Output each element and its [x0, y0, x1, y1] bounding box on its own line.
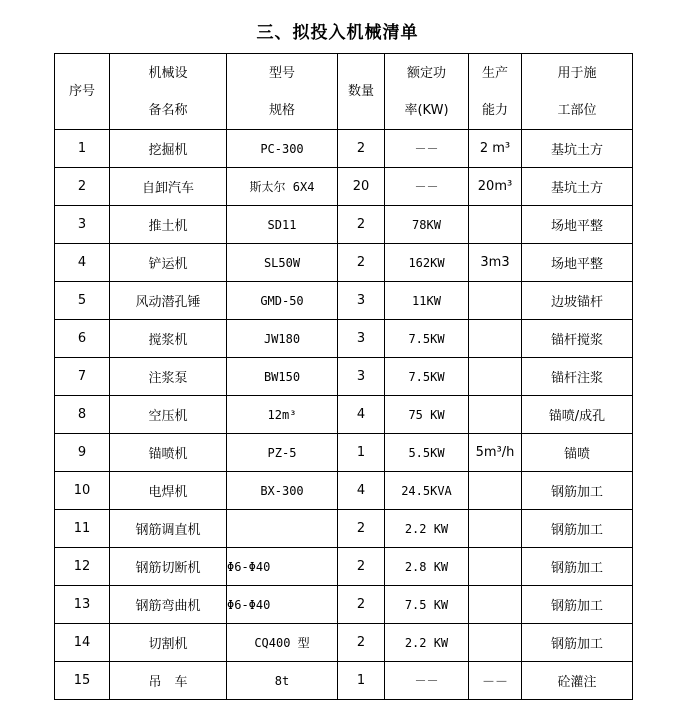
- cell-power: －－: [385, 662, 469, 700]
- table-row: [55, 396, 633, 434]
- cell-capacity: [469, 206, 522, 244]
- cell-power: 24.5KVA: [385, 472, 469, 510]
- table-row: [55, 130, 633, 168]
- cell-name: 锚喷机: [110, 434, 227, 472]
- header-cell-use: 用于施 工部位: [522, 54, 633, 130]
- cell-use: 锚杆注浆: [522, 358, 633, 396]
- machinery-table: [54, 53, 633, 700]
- cell-qty: 4: [338, 472, 385, 510]
- cell-model: CQ400 型: [227, 624, 338, 662]
- cell-no: 11: [55, 510, 110, 548]
- table-row: [55, 662, 633, 700]
- cell-power: 2.2 KW: [385, 624, 469, 662]
- cell-use: 钢筋加工: [522, 624, 633, 662]
- cell-name: 空压机: [110, 396, 227, 434]
- table-row: [55, 168, 633, 206]
- cell-capacity: 3m3: [469, 244, 522, 282]
- cell-capacity: [469, 282, 522, 320]
- cell-qty: 3: [338, 320, 385, 358]
- cell-use: 场地平整: [522, 206, 633, 244]
- table-row: [55, 244, 633, 282]
- cell-capacity: 5m³/h: [469, 434, 522, 472]
- cell-qty: 1: [338, 662, 385, 700]
- cell-use: 锚杆搅浆: [522, 320, 633, 358]
- cell-no: 13: [55, 586, 110, 624]
- cell-name: 推土机: [110, 206, 227, 244]
- cell-model: Φ6-Φ40: [227, 586, 338, 624]
- cell-capacity: 2 m³: [469, 130, 522, 168]
- cell-name: 切割机: [110, 624, 227, 662]
- cell-capacity: [469, 320, 522, 358]
- cell-use: 砼灌注: [522, 662, 633, 700]
- cell-name: 电焊机: [110, 472, 227, 510]
- cell-name: 钢筋切断机: [110, 548, 227, 586]
- table-row: [55, 624, 633, 662]
- cell-name: 铲运机: [110, 244, 227, 282]
- cell-use: 钢筋加工: [522, 548, 633, 586]
- cell-use: 场地平整: [522, 244, 633, 282]
- cell-power: 2.2 KW: [385, 510, 469, 548]
- cell-capacity: 20m³: [469, 168, 522, 206]
- cell-name: 自卸汽车: [110, 168, 227, 206]
- cell-model: SD11: [227, 206, 338, 244]
- cell-name: 挖掘机: [110, 130, 227, 168]
- cell-model: PC-300: [227, 130, 338, 168]
- cell-qty: 2: [338, 130, 385, 168]
- cell-qty: 4: [338, 396, 385, 434]
- cell-no: 2: [55, 168, 110, 206]
- cell-power: 75 KW: [385, 396, 469, 434]
- cell-power: －－: [385, 130, 469, 168]
- cell-qty: 3: [338, 282, 385, 320]
- cell-no: 10: [55, 472, 110, 510]
- header-cell-model: 型号 规格: [227, 54, 338, 130]
- cell-power: 7.5KW: [385, 320, 469, 358]
- cell-qty: 2: [338, 624, 385, 662]
- cell-use: 钢筋加工: [522, 472, 633, 510]
- cell-qty: 3: [338, 358, 385, 396]
- header-cell-no: 序号: [55, 54, 110, 130]
- cell-no: 8: [55, 396, 110, 434]
- header-cell-name: 机械设 备名称: [110, 54, 227, 130]
- cell-capacity: [469, 586, 522, 624]
- cell-use: 边坡锚杆: [522, 282, 633, 320]
- cell-name: 搅浆机: [110, 320, 227, 358]
- cell-power: 11KW: [385, 282, 469, 320]
- table-row: [55, 434, 633, 472]
- cell-power: 7.5KW: [385, 358, 469, 396]
- cell-qty: 2: [338, 510, 385, 548]
- cell-use: 基坑土方: [522, 130, 633, 168]
- cell-name: 注浆泵: [110, 358, 227, 396]
- cell-model: JW180: [227, 320, 338, 358]
- cell-capacity: [469, 510, 522, 548]
- cell-no: 15: [55, 662, 110, 700]
- cell-use: 锚喷/成孔: [522, 396, 633, 434]
- cell-qty: 2: [338, 586, 385, 624]
- cell-capacity: [469, 548, 522, 586]
- cell-name: 钢筋弯曲机: [110, 586, 227, 624]
- cell-no: 1: [55, 130, 110, 168]
- cell-no: 5: [55, 282, 110, 320]
- cell-no: 6: [55, 320, 110, 358]
- cell-power: 2.8 KW: [385, 548, 469, 586]
- cell-no: 7: [55, 358, 110, 396]
- cell-model: GMD-50: [227, 282, 338, 320]
- table-row: [55, 510, 633, 548]
- cell-capacity: [469, 472, 522, 510]
- cell-capacity: [469, 358, 522, 396]
- table-row: [55, 472, 633, 510]
- cell-model: PZ-5: [227, 434, 338, 472]
- cell-model: SL50W: [227, 244, 338, 282]
- cell-use: 钢筋加工: [522, 586, 633, 624]
- cell-model: [227, 510, 338, 548]
- cell-model: 12m³: [227, 396, 338, 434]
- cell-no: 9: [55, 434, 110, 472]
- table-row: [55, 282, 633, 320]
- cell-model: BX-300: [227, 472, 338, 510]
- cell-qty: 2: [338, 206, 385, 244]
- cell-use: 钢筋加工: [522, 510, 633, 548]
- header-cell-power: 额定功 率(KW): [385, 54, 469, 130]
- cell-use: 基坑土方: [522, 168, 633, 206]
- cell-qty: 2: [338, 548, 385, 586]
- cell-model: 8t: [227, 662, 338, 700]
- cell-power: 7.5 KW: [385, 586, 469, 624]
- cell-qty: 1: [338, 434, 385, 472]
- cell-no: 12: [55, 548, 110, 586]
- header-cell-qty: 数量: [338, 54, 385, 130]
- cell-capacity: [469, 396, 522, 434]
- table-row: [55, 358, 633, 396]
- cell-power: 5.5KW: [385, 434, 469, 472]
- cell-no: 4: [55, 244, 110, 282]
- cell-capacity: [469, 624, 522, 662]
- cell-capacity: －－: [469, 662, 522, 700]
- cell-power: －－: [385, 168, 469, 206]
- page-title: 三、拟投入机械清单: [256, 23, 419, 43]
- cell-name: 吊 车: [110, 662, 227, 700]
- cell-name: 风动潜孔锤: [110, 282, 227, 320]
- cell-name: 钢筋调直机: [110, 510, 227, 548]
- table-row: [55, 586, 633, 624]
- cell-no: 3: [55, 206, 110, 244]
- header-row: [55, 54, 633, 130]
- cell-no: 14: [55, 624, 110, 662]
- cell-model: 斯太尔 6X4: [227, 168, 338, 206]
- cell-model: Φ6-Φ40: [227, 548, 338, 586]
- header-cell-capacity: 生产 能力: [469, 54, 522, 130]
- cell-qty: 20: [338, 168, 385, 206]
- cell-power: 162KW: [385, 244, 469, 282]
- cell-use: 锚喷: [522, 434, 633, 472]
- cell-model: BW150: [227, 358, 338, 396]
- cell-power: 78KW: [385, 206, 469, 244]
- table-row: [55, 206, 633, 244]
- cell-qty: 2: [338, 244, 385, 282]
- table-row: [55, 320, 633, 358]
- table-row: [55, 548, 633, 586]
